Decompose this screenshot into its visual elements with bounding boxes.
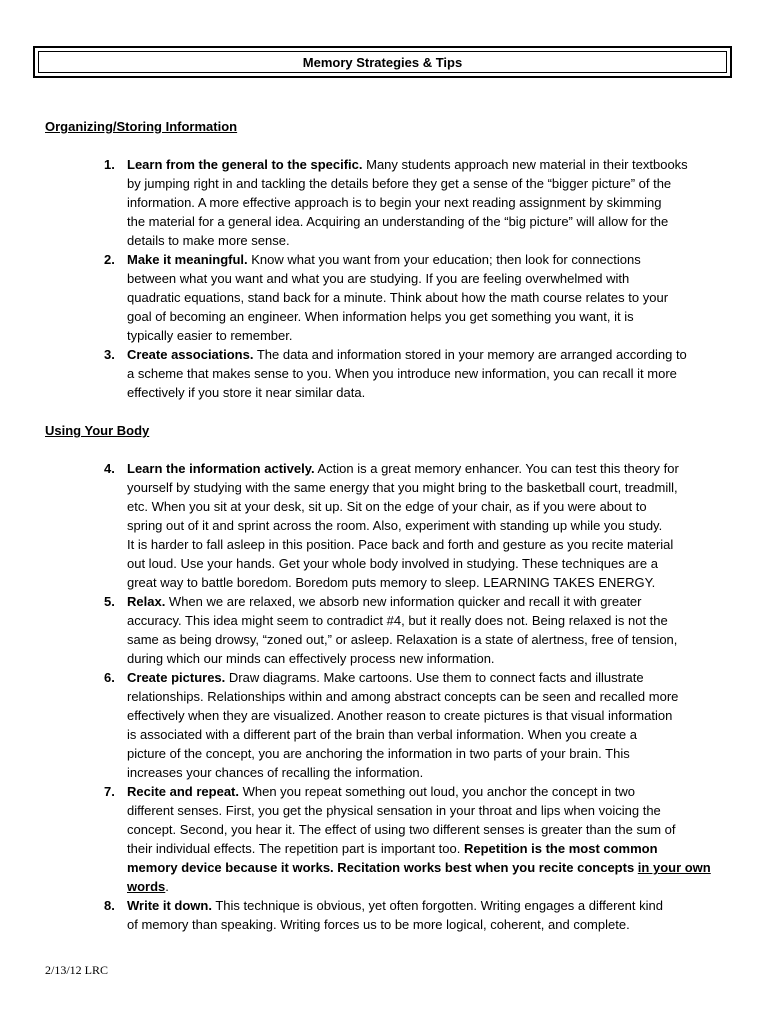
text-line [127,744,727,763]
text-line [127,174,727,193]
text-line [127,231,727,250]
body-text: effectively if you store it near similar data. [127,385,366,400]
list-item-number: 6. [104,670,115,685]
body-text: picture of the concept, you are anchoring the information in two parts of your brain. This [127,746,630,761]
body-text: Many students approach new material in their textbooks [362,157,688,172]
text-line [127,326,727,345]
text-line [127,839,727,858]
list-item-number: 4. [104,461,115,476]
page-title: Memory Strategies & Tips [38,51,727,73]
body-text: great way to battle boredom. Boredom puts memory to sleep. LEARNING TAKES ENERGY. [127,575,656,590]
text-line [127,193,727,212]
emphasis-text: Create associations. [127,347,254,362]
text-line [127,459,727,478]
body-text: quadratic equations, stand back for a minute. Think about how the math course relates to your [127,290,669,305]
section-heading-body: Using Your Body [45,423,150,438]
text-line [127,763,727,782]
body-text: is associated with a different part of the brain than verbal information. When you create a [127,727,637,742]
list-item-number: 8. [104,898,115,913]
footer-date: 2/13/12 LRC [45,963,109,977]
text-line [127,497,727,516]
text-line [127,364,727,383]
text-line [127,554,727,573]
body-text: a scheme that makes sense to you. When you introduce new information, you can recall it more [127,366,677,381]
text-line [127,250,727,269]
body-text: accuracy. This idea might seem to contradict #4, but it really does not. Being relaxed is not the [127,613,668,628]
body-text: Action is a great memory enhancer. You can test this theory for [314,461,679,476]
text-line [127,896,727,915]
text-line [127,516,727,535]
body-text: When we are relaxed, we absorb new information quicker and recall it with greater [165,594,642,609]
body-text: effectively when they are visualized. Another reason to create pictures is that visual information [127,708,673,723]
text-line [127,573,727,592]
body-text: increases your chances of recalling the information. [127,765,424,780]
text-line [127,801,727,820]
body-text: spring out of it and sprint across the room. Also, experiment with standing up while you study. [127,518,663,533]
body-text: details to make more sense. [127,233,290,248]
body-text: information. A more effective approach is to begin your next reading assignment by skimming [127,195,662,210]
list-item-number: 5. [104,594,115,609]
body-text: typically easier to remember. [127,328,293,343]
text-line [127,269,727,288]
body-text: goal of becoming an engineer. When information helps you get something you want, it is [127,309,634,324]
body-text: by jumping right in and tackling the details before they get a sense of the “bigger picture” of the [127,176,672,191]
body-text: The data and information stored in your memory are arranged according to [253,347,687,362]
text-line [127,687,727,706]
section-heading-organizing: Organizing/Storing Information [45,119,238,134]
text-line [127,858,727,877]
body-text: When you repeat something out loud, you anchor the concept in two [239,784,636,799]
text-line [127,725,727,744]
body-text: . [165,879,169,894]
text-line [127,307,727,326]
text-line [127,820,727,839]
body-text: This technique is obvious, yet often forgotten. Writing engages a different kind [211,898,663,913]
body-text: their individual effects. The repetition part is important too. [127,841,464,856]
text-line [127,630,727,649]
text-line [127,915,727,934]
body-text: Draw diagrams. Make cartoons. Use them to connect facts and illustrate [225,670,644,685]
list-item [0,459,727,592]
list-item-number: 1. [104,157,115,172]
emphasis-text: Make it meaningful. [127,252,248,267]
text-line [127,155,727,174]
list-item-number: 2. [104,252,115,267]
list-item-number: 3. [104,347,115,362]
list-item [0,782,727,896]
list-item [0,896,727,934]
body-text: between what you want and what you are studying. If you are feeling overwhelmed with [127,271,630,286]
title-box [33,46,732,78]
body-text: yourself by studying with the same energy that you might bring to the basketball court, treadmill, [127,480,678,495]
emphasis-text: Learn the information actively. [127,461,315,476]
list-item [0,345,727,402]
list-item [0,155,727,250]
emphasis-text: Relax. [127,594,166,609]
text-line [127,345,727,364]
body-text: It is harder to fall asleep in this position. Pace back and forth and gesture as you recite material [127,537,674,552]
text-line [127,535,727,554]
text-line [127,288,727,307]
text-line [127,706,727,725]
body-text: etc. When you sit at your desk, sit up. Sit on the edge of your chair, as if you were about to [127,499,647,514]
body-text: same as being drowsy, “zoned out,” or asleep. Relaxation is a state of alertness, free of tension, [127,632,678,647]
text-line [127,592,727,611]
section-body-list [0,459,768,934]
text-line [127,611,727,630]
emphasis-text: Repetition is the most common [463,841,658,856]
text-line [127,649,727,668]
body-text: different senses. First, you get the physical sensation in your throat and lips when voicing the [127,803,661,818]
body-text: the material for a general idea. Acquiring an understanding of the “big picture” will allow for the [127,214,669,229]
body-text: concept. Second, you hear it. The effect of using two different senses is greater than the sum of [127,822,676,837]
body-text: out loud. Use your hands. Get your whole body involved in studying. These techniques are a [127,556,658,571]
list-item [0,668,727,782]
body-text: Know what you want from your education; then look for connections [247,252,641,267]
emphasis-text: words [127,879,166,894]
body-text: during which our minds can effectively process new information. [127,651,495,666]
emphasis-text: in your own [637,860,711,875]
emphasis-text: Learn from the general to the specific. [127,157,363,172]
text-line [127,478,727,497]
emphasis-text: memory device because it works. Recitation works best when you recite concepts [127,860,638,875]
section-organizing-list [0,155,768,402]
emphasis-text: Recite and repeat. [127,784,239,799]
text-line [127,877,727,896]
text-line [127,668,727,687]
text-line [127,383,727,402]
emphasis-text: Write it down. [127,898,212,913]
body-text: of memory than speaking. Writing forces us to be more logical, coherent, and complete. [127,917,630,932]
body-text: relationships. Relationships within and among abstract concepts can be seen and recalled more [127,689,679,704]
list-item [0,250,727,345]
emphasis-text: Create pictures. [127,670,226,685]
text-line [127,782,727,801]
text-line [127,212,727,231]
list-item-number: 7. [104,784,115,799]
list-item [0,592,727,668]
